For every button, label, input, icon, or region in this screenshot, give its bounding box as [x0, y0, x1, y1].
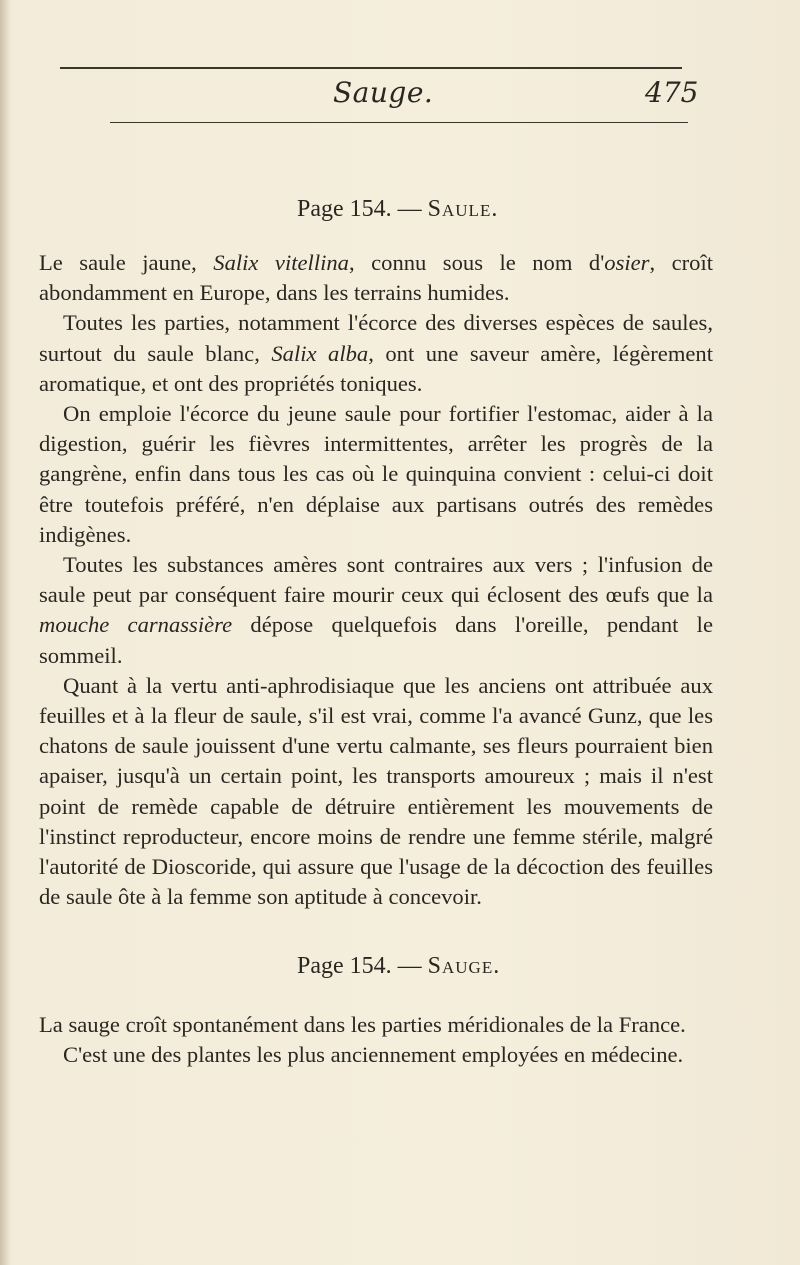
section-heading-saule: [297, 196, 498, 223]
text-run: , connu sous le nom d': [348, 250, 605, 275]
page-edge-shadow: [0, 0, 10, 1265]
paragraph: [39, 248, 713, 308]
text-run: Toutes les substances amères sont contraires aux vers ; l'infusion de saule peut par conséquent faire mourir ceux qui éclosent des œufs que la: [39, 552, 713, 608]
heading-page-ref: Page 154. —: [297, 196, 428, 222]
page-number: 475: [645, 76, 699, 109]
running-title: Sauge.: [333, 76, 434, 109]
header-top-rule: [60, 67, 682, 69]
section-heading-sauge: [297, 953, 500, 980]
italic-term: osier: [604, 250, 650, 275]
italic-term: mouche carnassière: [39, 612, 233, 638]
header-bottom-rule: [110, 122, 688, 123]
paragraph: La sauge croît spontanément dans les parties méridionales de la France.: [39, 1012, 686, 1037]
text-run: , croît abondamment en Europe, dans les terrains humides.: [39, 250, 714, 306]
italic-term: Salix alba: [271, 340, 369, 366]
section-body-saule: [39, 248, 713, 912]
section-body-sauge: [39, 1010, 713, 1070]
text-run: Toutes les parties, notamment l'écorce des diverses espèces de saules, surtout du saule blanc,: [39, 310, 713, 366]
heading-name: Sauge.: [427, 953, 501, 979]
paragraph: [39, 308, 713, 399]
paragraph: [39, 550, 713, 671]
text-run: , ont une saveur amère, légèrement aromatique, et ont des propriétés toniques.: [39, 340, 713, 396]
text-run: dépose quelquefois dans l'oreille, pendant le sommeil.: [39, 612, 713, 668]
text-run: Le saule jaune,: [39, 250, 214, 275]
paragraph: C'est une des plantes les plus anciennement employées en médecine.: [63, 1042, 684, 1068]
paragraph: On emploie l'écorce du jeune saule pour fortifier l'estomac, aider à la digestion, guérir les fièvres intermittentes, arrêter les progrès de la gangrène, enfin dans tous les cas où le quinquina convient : celui-ci doit être toutefois préféré, n'en déplaise aux partisans outrés des remèdes indigènes.: [39, 401, 713, 547]
heading-name: Saule.: [427, 196, 499, 222]
italic-term: Salix vitellina: [213, 250, 349, 275]
heading-page-ref: Page 154. —: [297, 953, 428, 979]
paragraph: Quant à la vertu anti-aphrodisiaque que les anciens ont attribuée aux feuilles et à la fleur de saule, s'il est vrai, comme l'a avancé Gunz, que les chatons de saule jouissent d'une vertu calmante, ses fleurs pourraient bien apaiser, jusqu'à un certain point, les transports amoureux ; mais il n'est point de remède capable de détruire entièrement les mouvements de l'instinct reproducteur, encore moins de rendre une femme stérile, malgré l'autorité de Dioscoride, qui assure que l'usage de la décoction des feuilles de saule ôte à la femme son aptitude à concevoir.: [39, 672, 713, 910]
